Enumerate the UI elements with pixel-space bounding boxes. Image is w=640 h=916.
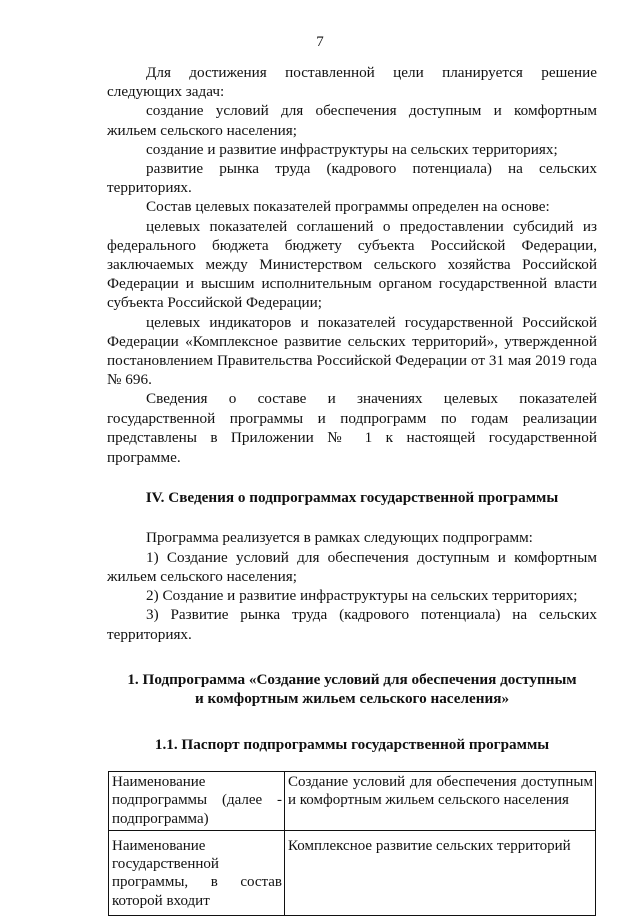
table-cell-value: Комплексное развитие сельских территорий: [285, 830, 596, 915]
table-cell-label: Наименование подпрограммы (далее - подпрограмма): [109, 771, 285, 830]
paragraph: создание и развитие инфраструктуры на сельских территориях;: [146, 140, 558, 158]
paragraph: Состав целевых показателей программы определен на основе:: [146, 198, 550, 216]
subprogram-heading-line: и комфортным жильем сельского населения»: [194, 690, 510, 708]
subprogram-heading: [107, 670, 597, 709]
passport-heading: 1.1. Паспорт подпрограммы государственной программы: [154, 735, 550, 753]
paragraph: Для достижения поставленной цели планируется решение следующих задач:: [107, 64, 597, 101]
passport-table: [108, 771, 596, 916]
paragraph: Программа реализуется в рамках следующих подпрограмм:: [146, 529, 533, 547]
page-number: 7: [316, 34, 324, 50]
paragraph: целевых показателей соглашений о предоставлении субсидий из федерального бюджета бюджету субъекта Российской Федерации, заключаемых между Министерством сельского хозяйства Российской Федерации и высшим исполнительным органом государственной власти субъекта Российской Федерации;: [107, 217, 597, 312]
paragraph: создание условий для обеспечения доступным и комфортным жильем сельского населения;: [107, 102, 597, 139]
paragraph: развитие рынка труда (кадрового потенциала) на сельских территориях.: [107, 160, 597, 197]
list-item: 3) Развитие рынка труда (кадрового потенциала) на сельских территориях.: [107, 606, 597, 643]
paragraph: Сведения о составе и значениях целевых показателей государственной программы и подпрограмм по годам реализации представлены в Приложении № 1 к настоящей государственной программе.: [107, 390, 597, 466]
document-body: [107, 63, 597, 916]
table-row: [109, 771, 596, 830]
list-item: 1) Создание условий для обеспечения доступным и комфортным жильем сельского населения;: [107, 548, 597, 585]
list-item: 2) Создание и развитие инфраструктуры на сельских территориях;: [146, 587, 578, 605]
table-cell-label: Наименование государственной программы, в состав которой входит: [109, 830, 285, 915]
subprogram-heading-line: 1. Подпрограмма «Создание условий для обеспечения доступным: [127, 670, 577, 688]
table-cell-value: Создание условий для обеспечения доступным и комфортным жильем сельского населения: [285, 771, 596, 830]
table-row: [109, 830, 596, 915]
paragraph: целевых индикаторов и показателей государственной Российской Федерации «Комплексное развитие сельских территорий», утвержденной постановлением Правительства Российской Федерации от 31 мая 2019 года № 696.: [107, 313, 597, 389]
section-heading: IV. Сведения о подпрограммах государственной программы: [145, 489, 559, 507]
